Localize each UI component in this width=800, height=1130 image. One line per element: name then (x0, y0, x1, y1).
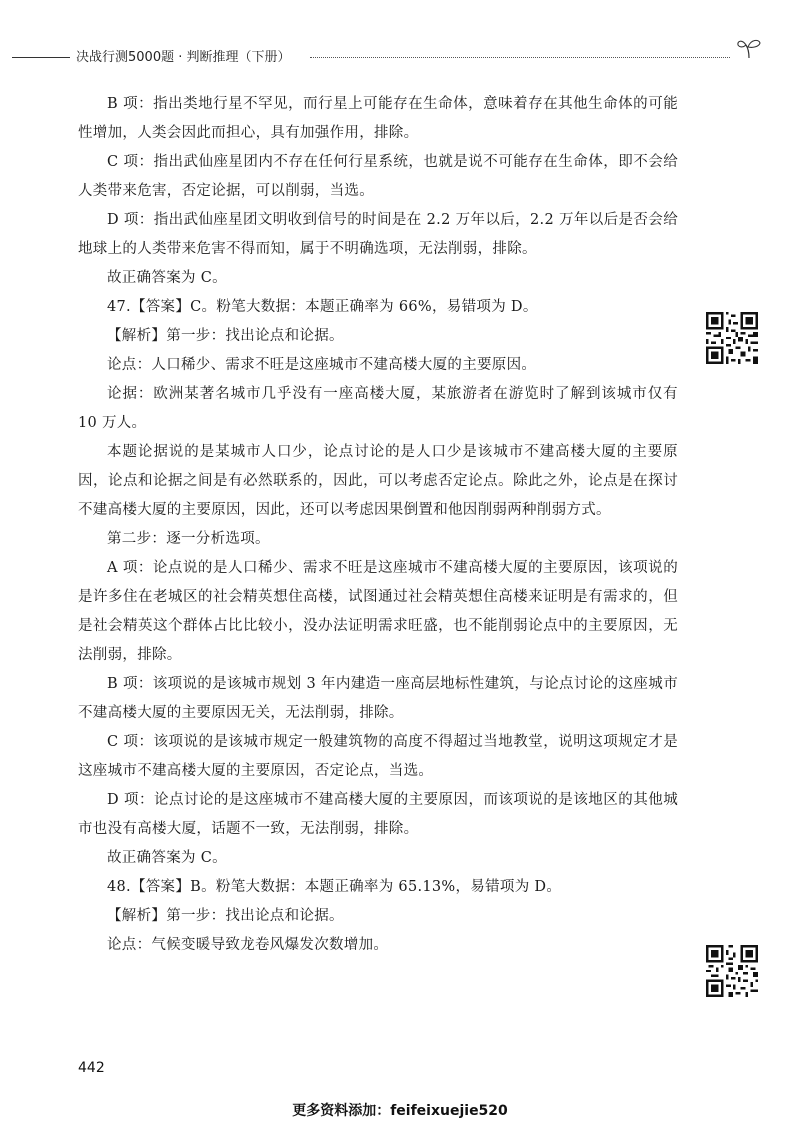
footer-watermark (0, 1100, 800, 1120)
qr-code-47[interactable] (706, 312, 758, 364)
option-a-paragraph: A 项：论点说的是人口稀少、需求不旺是这座城市不建高楼大厦的主要原因，该项说的是许多住在老城区的社会精英想住高楼，试图通过社会精英想住高楼来证明是有需求的，但是社会精英这个群体占比比较小，没办法证明需求旺盛，也不能削弱论点中的主要原因，无法削弱，排除。 (78, 560, 678, 663)
argument-point: 论点：人口稀少、需求不旺是这座城市不建高楼大厦的主要原因。 (107, 357, 537, 373)
qr-code-48[interactable] (706, 945, 758, 997)
argument-point-48: 论点：气候变暖导致龙卷风爆发次数增加。 (107, 937, 389, 953)
answer-conclusion-47: 故正确答案为 C。 (107, 850, 227, 866)
analysis-paragraph: 本题论据说的是某城市人口少，论点讨论的是人口少是该城市不建高楼大厦的主要原因，论点和论据之间是有必然联系的，因此，可以考虑否定论点。除此之外，论点是在探讨不建高楼大厦的主要原因，因此，还可以考虑因果倒置和他因削弱两种削弱方式。 (78, 444, 678, 518)
header-rule-left (12, 57, 70, 58)
option-c-paragraph: C 项：指出武仙座星团内不存在任何行星系统，也就是说不可能存在生命体，即不会给人类带来危害，否定论据，可以削弱，当选。 (78, 154, 678, 199)
qr-code-icon (706, 312, 758, 364)
answer-header-48: 48.【答案】B。粉笔大数据：本题正确率为 65.13%，易错项为 D。 (107, 879, 562, 895)
analysis-step-one-48: 【解析】第一步：找出论点和论据。 (107, 908, 344, 924)
qr-code-icon (706, 945, 758, 997)
answer-header-47: 47.【答案】C。粉笔大数据：本题正确率为 66%，易错项为 D。 (107, 299, 538, 315)
option-b-paragraph: B 项：指出类地行星不罕见，而行星上可能存在生命体，意味着存在其他生命体的可能性增加，人类会因此而担心，具有加强作用，排除。 (78, 96, 678, 141)
option-b-paragraph-47: B 项：该项说的是该城市规划 3 年内建造一座高层地标性建筑，与论点讨论的这座城市不建高楼大厦的主要原因无关，无法削弱，排除。 (78, 676, 678, 721)
footer-label: 更多资料添加： (292, 1103, 391, 1119)
argument-evidence: 论据：欧洲某著名城市几乎没有一座高楼大厦，某旅游者在游览时了解到该城市仅有 10 万人。 (78, 386, 678, 431)
option-c-paragraph-47: C 项：该项说的是该城市规定一般建筑物的高度不得超过当地教堂，说明这项规定才是这座城市不建高楼大厦的主要原因，否定论点，当选。 (78, 734, 678, 779)
page-number: 442 (78, 1060, 105, 1076)
page-body (78, 90, 678, 960)
option-d-paragraph-47: D 项：论点讨论的是这座城市不建高楼大厦的主要原因，而该项说的是该地区的其他城市也没有高楼大厦，话题不一致，无法削弱，排除。 (78, 792, 678, 837)
sprout-icon (734, 36, 764, 60)
analysis-step-one: 【解析】第一步：找出论点和论据。 (107, 328, 344, 344)
header-title: 决战行测5000题 · 判断推理（下册） (76, 50, 291, 65)
answer-conclusion: 故正确答案为 C。 (107, 270, 227, 286)
analysis-step-two: 第二步：逐一分析选项。 (107, 531, 270, 547)
header-rule-right (310, 57, 730, 58)
option-d-paragraph: D 项：指出武仙座星团文明收到信号的时间是在 2.2 万年以后，2.2 万年以后是否会给地球上的人类带来危害不得而知，属于不明确选项，无法削弱，排除。 (78, 212, 678, 257)
running-header (0, 40, 800, 70)
footer-contact: feifeixuejie520 (390, 1103, 508, 1119)
